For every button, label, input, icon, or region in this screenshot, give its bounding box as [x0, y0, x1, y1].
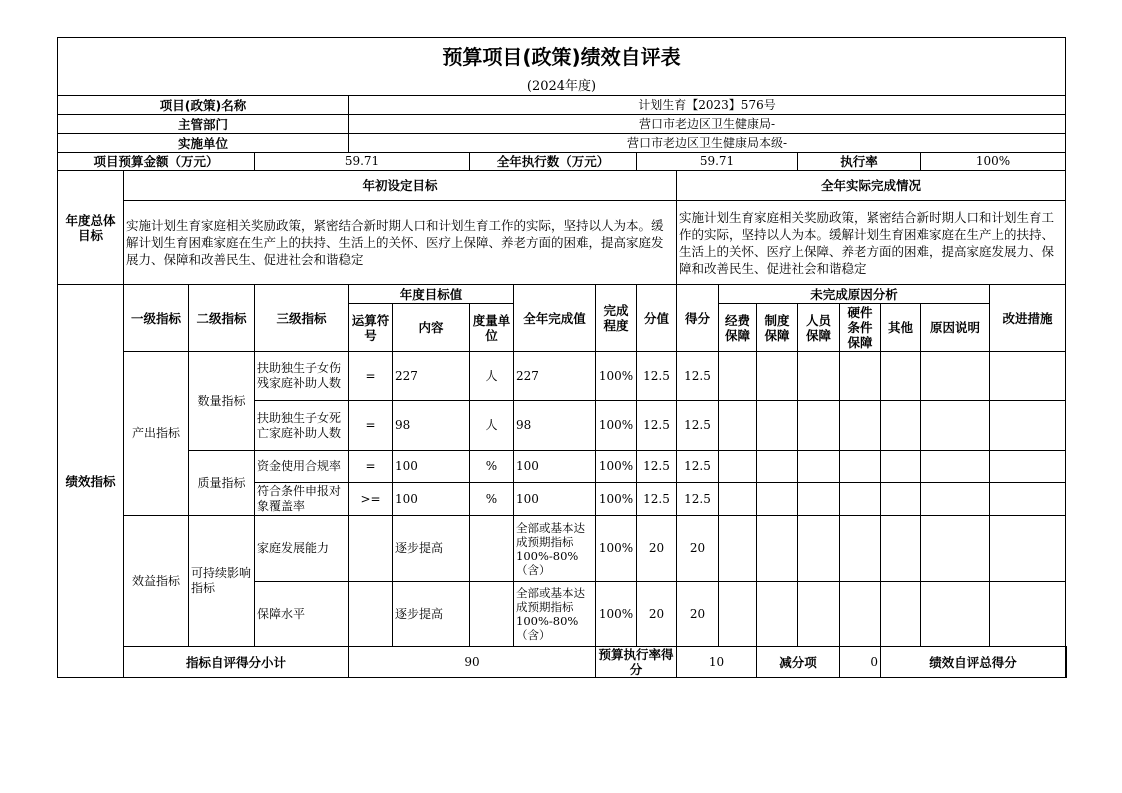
operator-cell: = [349, 401, 393, 451]
exec-value: 59.71 [637, 153, 798, 171]
level1-benefit: 效益指标 [124, 516, 189, 647]
level3-cell: 扶助独生子女伤残家庭补助人数 [255, 352, 349, 401]
dept-label: 主管部门 [58, 115, 349, 134]
page-title: 预算项目(政策)绩效自评表 [58, 38, 1066, 78]
content-cell: 100 [393, 451, 470, 483]
actual-cell: 100 [514, 451, 596, 483]
operator-cell: = [349, 451, 393, 483]
value-cell: 12.5 [637, 352, 677, 401]
unit-cell: 人 [470, 401, 514, 451]
header-unit: 度量单位 [470, 304, 514, 352]
header-score-value: 分值 [637, 285, 677, 352]
level2-quantity: 数量指标 [189, 352, 255, 451]
project-name-label: 项目(政策)名称 [58, 96, 349, 115]
level2-sustain: 可持续影响指标 [189, 516, 255, 647]
perf-section-label: 绩效指标 [58, 285, 124, 678]
header-content: 内容 [393, 304, 470, 352]
actual-cell: 98 [514, 401, 596, 451]
deduct-label: 减分项 [757, 647, 840, 678]
header-fund: 经费保障 [719, 304, 757, 352]
actual-cell: 全部或基本达成预期指标100%-80%（含） [514, 582, 596, 647]
degree-cell: 100% [596, 352, 637, 401]
header-degree: 完成程度 [596, 285, 637, 352]
dept-value: 营口市老边区卫生健康局- [349, 115, 1066, 134]
header-target: 年度目标值 [349, 285, 514, 304]
subtotal-value: 90 [349, 647, 596, 678]
header-system: 制度保障 [757, 304, 798, 352]
header-improve: 改进措施 [990, 285, 1066, 352]
header-other: 其他 [881, 304, 921, 352]
degree-cell: 100% [596, 582, 637, 647]
table-row [58, 451, 1067, 483]
initial-goal-header: 年初设定目标 [124, 171, 677, 201]
budget-rate-score-value: 10 [677, 647, 757, 678]
unit-cell [470, 582, 514, 647]
initial-goal-text: 实施计划生育家庭相关奖励政策，紧密结合新时期人口和计划生育工作的实际，坚持以人为本。缓解计划生育困难家庭在生产上的扶持、生活上的关怀、医疗上保障、养老方面的困难，提高家庭发展力、保障和改善民生、促进社会和谐稳定 [124, 201, 677, 285]
level2-quality: 质量指标 [189, 451, 255, 516]
header-staff: 人员保障 [798, 304, 840, 352]
rate-label: 执行率 [798, 153, 921, 171]
content-cell: 逐步提高 [393, 516, 470, 582]
value-cell: 12.5 [637, 483, 677, 516]
project-name-value: 计划生育【2023】576号 [349, 96, 1066, 115]
level1-output: 产出指标 [124, 352, 189, 516]
unit-label: 实施单位 [58, 134, 349, 153]
level3-cell: 符合条件申报对象覆盖率 [255, 483, 349, 516]
actual-cell: 全部或基本达成预期指标100%-80%（含） [514, 516, 596, 582]
score-cell: 12.5 [677, 401, 719, 451]
header-level2: 二级指标 [189, 285, 255, 352]
value-cell: 12.5 [637, 401, 677, 451]
header-level1: 一级指标 [124, 285, 189, 352]
header-level3: 三级指标 [255, 285, 349, 352]
unit-cell: 人 [470, 352, 514, 401]
header-desc: 原因说明 [921, 304, 990, 352]
goals-section-label: 年度总体目标 [58, 171, 124, 285]
content-cell: 逐步提高 [393, 582, 470, 647]
actual-result-header: 全年实际完成情况 [677, 171, 1066, 201]
header-actual: 全年完成值 [514, 285, 596, 352]
evaluation-table [57, 37, 1067, 678]
value-cell: 20 [637, 582, 677, 647]
operator-cell: >= [349, 483, 393, 516]
level3-cell: 扶助独生子女死亡家庭补助人数 [255, 401, 349, 451]
header-score: 得分 [677, 285, 719, 352]
score-cell: 12.5 [677, 352, 719, 401]
deduct-value: 0 [840, 647, 881, 678]
table-row [58, 516, 1067, 582]
actual-cell: 100 [514, 483, 596, 516]
operator-cell [349, 516, 393, 582]
content-cell: 98 [393, 401, 470, 451]
total-score-label: 绩效自评总得分 [881, 647, 1066, 678]
header-operator: 运算符号 [349, 304, 393, 352]
value-cell: 20 [637, 516, 677, 582]
score-cell: 12.5 [677, 483, 719, 516]
level3-cell: 保障水平 [255, 582, 349, 647]
content-cell: 227 [393, 352, 470, 401]
header-reason: 未完成原因分析 [719, 285, 990, 304]
degree-cell: 100% [596, 516, 637, 582]
budget-rate-score-label: 预算执行率得分 [596, 647, 677, 678]
actual-result-text: 实施计划生育家庭相关奖励政策，紧密结合新时期人口和计划生育工作的实际，坚持以人为本。缓解计划生育困难家庭在生产上的扶持、生活上的关怀、医疗上保障、养老方面的困难，提高家庭发展力、保障和改善民生、促进社会和谐稳定 [677, 201, 1066, 285]
evaluation-sheet [57, 37, 1067, 678]
level3-cell: 资金使用合规率 [255, 451, 349, 483]
degree-cell: 100% [596, 483, 637, 516]
score-cell: 12.5 [677, 451, 719, 483]
rate-value: 100% [921, 153, 1066, 171]
subtotal-label: 指标自评得分小计 [124, 647, 349, 678]
score-cell: 20 [677, 582, 719, 647]
score-cell: 20 [677, 516, 719, 582]
level3-cell: 家庭发展能力 [255, 516, 349, 582]
exec-label: 全年执行数（万元） [470, 153, 637, 171]
unit-cell [470, 516, 514, 582]
unit-cell: % [470, 451, 514, 483]
budget-value: 59.71 [255, 153, 470, 171]
operator-cell [349, 582, 393, 647]
unit-value: 营口市老边区卫生健康局本级- [349, 134, 1066, 153]
budget-label: 项目预算金额（万元） [58, 153, 255, 171]
degree-cell: 100% [596, 451, 637, 483]
degree-cell: 100% [596, 401, 637, 451]
table-row [58, 352, 1067, 401]
actual-cell: 227 [514, 352, 596, 401]
total-score-value [1066, 647, 1067, 678]
report-year: (2024年度) [58, 78, 1066, 96]
unit-cell: % [470, 483, 514, 516]
value-cell: 12.5 [637, 451, 677, 483]
content-cell: 100 [393, 483, 470, 516]
operator-cell: = [349, 352, 393, 401]
header-hardware: 硬件条件保障 [840, 304, 881, 352]
